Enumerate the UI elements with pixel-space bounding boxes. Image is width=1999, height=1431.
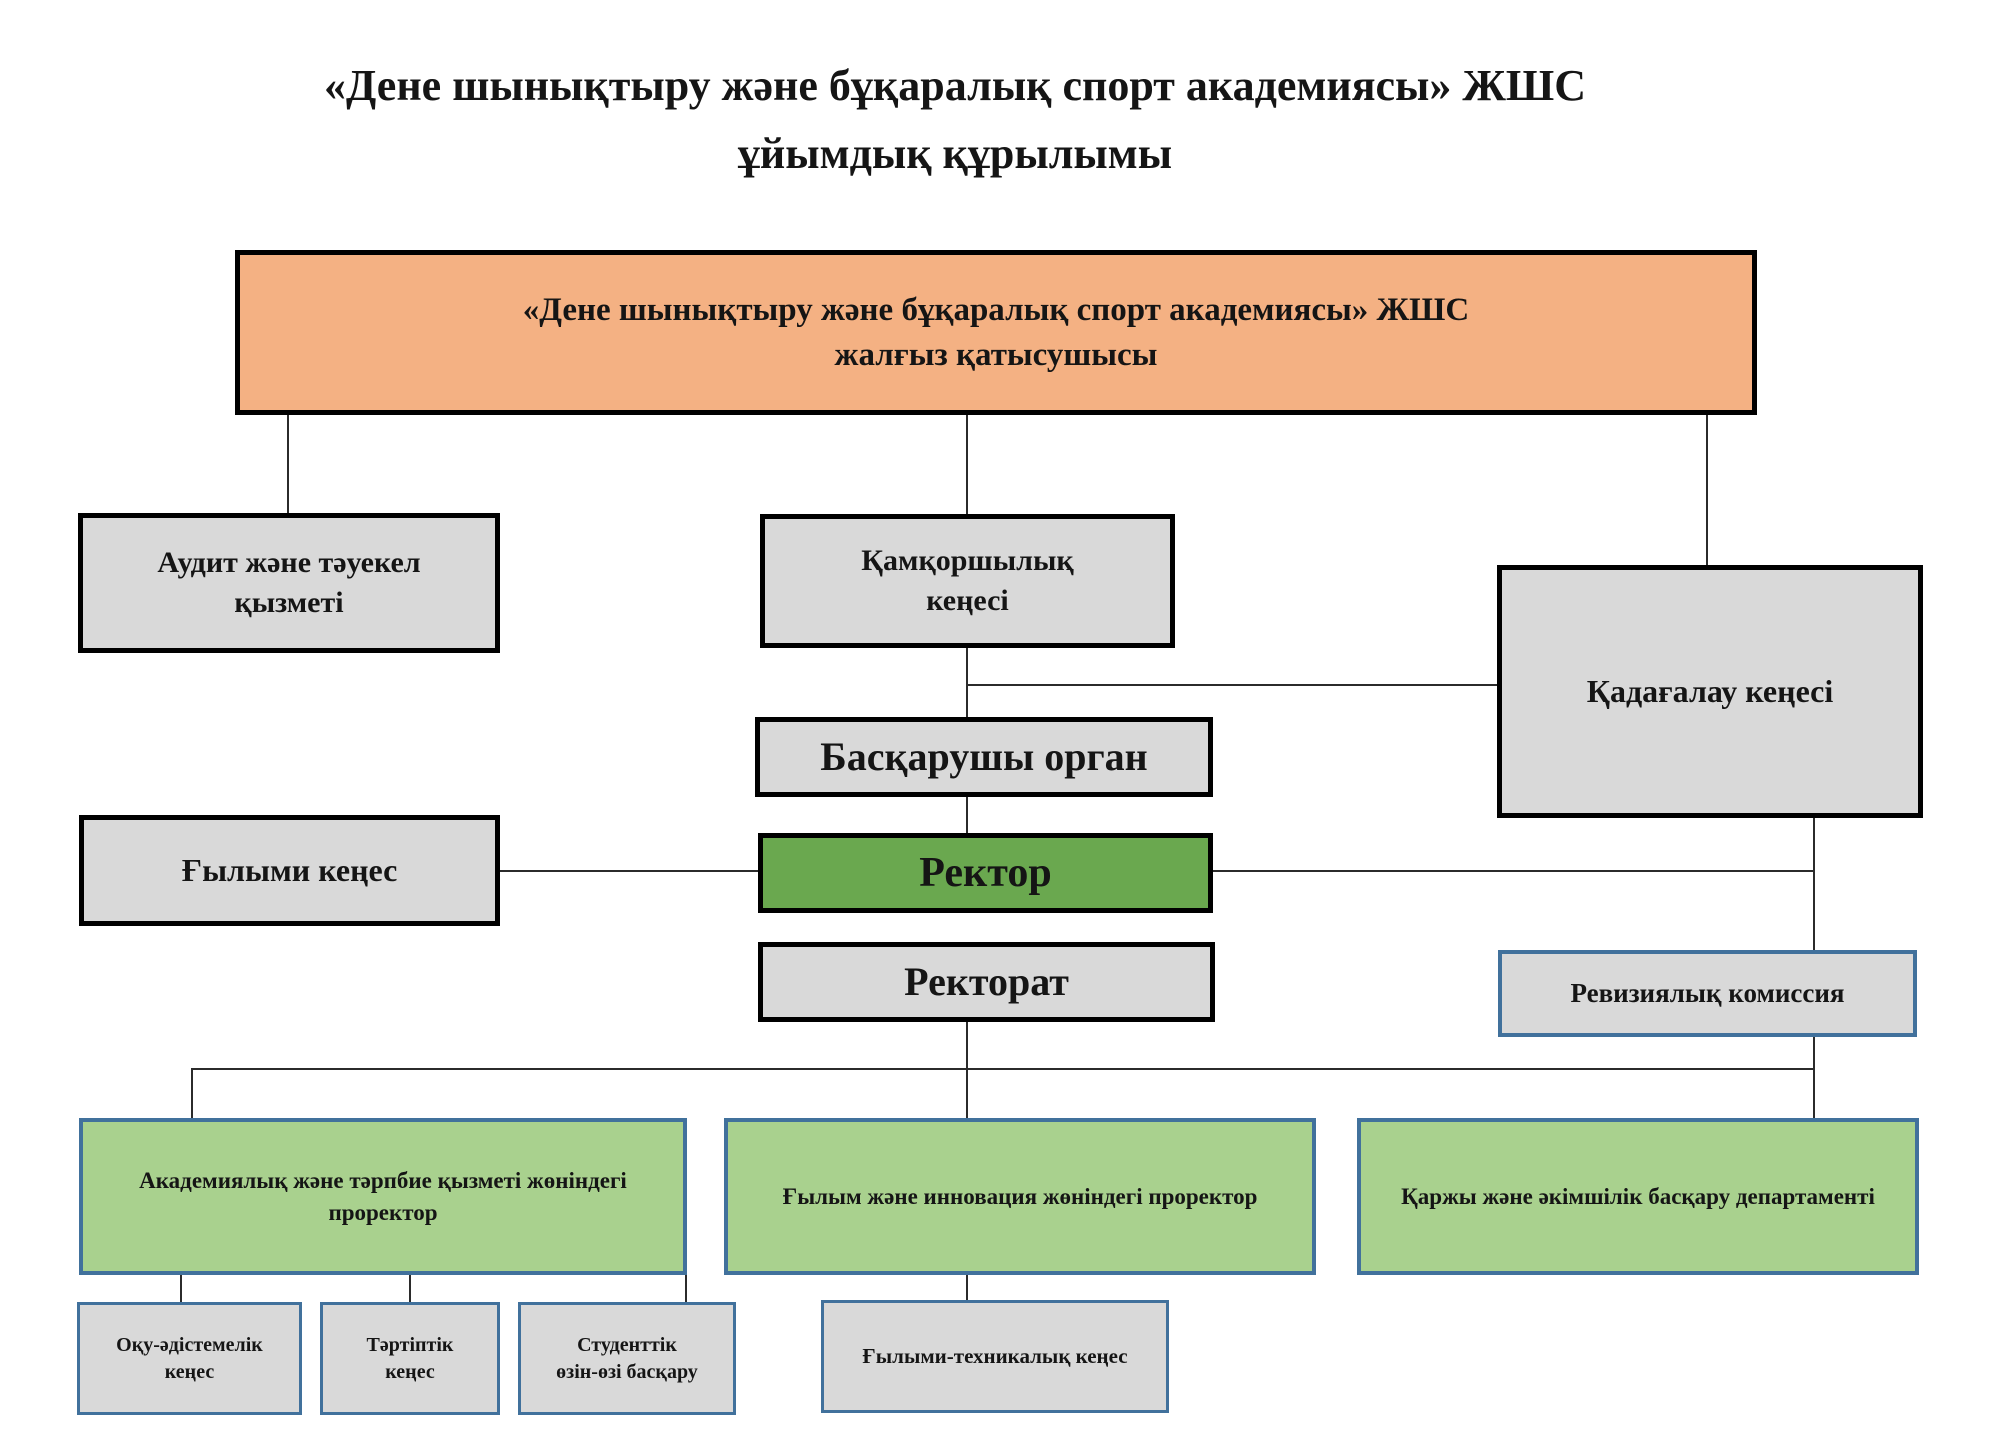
connector-academic-disciplinary: [409, 1275, 411, 1302]
node-sole-participant: [235, 250, 1757, 415]
node-science-council: [79, 815, 500, 926]
node-rector: [758, 833, 1213, 913]
node-vice-rector-academic: [79, 1118, 687, 1275]
node-governing-label: Басқарушы орган: [820, 734, 1148, 779]
node-rectorate-label: Ректорат: [904, 959, 1069, 1004]
node-trustee-council: [760, 514, 1175, 648]
node-finance-department: [1357, 1118, 1919, 1275]
node-rector-label: Ректор: [919, 849, 1052, 896]
connector-rail-academic: [191, 1068, 193, 1118]
connector-root-supervisory: [1706, 415, 1708, 565]
node-supervisory-label: Қадағалау кеңесі: [1586, 672, 1834, 709]
node-edu-method-council: [77, 1302, 302, 1415]
connector-supervisory-revision: [1813, 818, 1815, 950]
node-student-gov-line1: Студенттік: [577, 1333, 677, 1356]
connector-science-rector: [500, 870, 758, 872]
connector-science-scitech: [966, 1275, 968, 1300]
page-title-line1: «Дене шынықтыру және бұқаралық спорт академиясы» ЖШС: [323, 61, 1586, 110]
node-edu-method-line1: Оқу-әдістемелік: [116, 1333, 263, 1356]
connector-academic-edu: [180, 1275, 182, 1302]
connector-root-audit: [287, 415, 289, 513]
node-edu-method-line2: кеңес: [164, 1360, 215, 1383]
node-trustee-line1: Қамқоршылық: [861, 543, 1074, 577]
node-rectorate: [758, 942, 1215, 1022]
node-disciplinary-council: [320, 1302, 500, 1415]
node-revision-label: Ревизиялық комиссия: [1570, 978, 1845, 1009]
node-sci-tech-label: Ғылыми-техникалық кеңес: [862, 1344, 1128, 1369]
page-title: [0, 52, 1910, 188]
node-vice-rector-science: [724, 1118, 1316, 1275]
node-revision-commission: [1498, 950, 1917, 1037]
node-sci-tech-council: [821, 1300, 1169, 1413]
connector-branch-supervisory: [966, 684, 1497, 686]
connector-governing-rector: [966, 797, 968, 833]
node-student-self-gov: [518, 1302, 736, 1415]
node-audit-line1: Аудит және тәуекел: [157, 545, 421, 579]
node-vice-academic-line2: проректор: [328, 1199, 438, 1225]
node-vice-science-label: Ғылым және инновация жөніндегі проректор: [782, 1183, 1258, 1209]
node-science-council-label: Ғылыми кеңес: [181, 851, 398, 888]
page-title-line2: ұйымдық құрылымы: [737, 129, 1173, 179]
node-finance-label: Қаржы және әкімшілік басқару департаменті: [1401, 1183, 1875, 1209]
node-disciplinary-line2: кеңес: [385, 1360, 435, 1383]
connector-trustee-governing: [966, 648, 968, 717]
connector-rectorate-down: [966, 1022, 968, 1118]
node-audit-service: [78, 513, 500, 653]
node-governing-body: [755, 717, 1213, 797]
node-disciplinary-line1: Тәртіптік: [366, 1333, 454, 1356]
connector-academic-student: [685, 1275, 687, 1302]
connector-bottom-rail: [192, 1068, 1815, 1070]
connector-root-trustee: [966, 415, 968, 514]
connector-rector-right: [1213, 870, 1815, 872]
node-supervisory-council: [1497, 565, 1923, 818]
node-audit-line2: қызметі: [234, 586, 344, 619]
node-vice-academic-line1: Академиялық және тәрпбие қызметі жөніндегі: [139, 1168, 627, 1194]
node-trustee-line2: кеңесі: [926, 584, 1009, 617]
node-sole-participant-line1: «Дене шынықтыру және бұқаралық спорт академиясы» ЖШС: [522, 291, 1470, 328]
node-sole-participant-line2: жалғыз қатысушысы: [834, 336, 1158, 373]
connector-revision-finance: [1813, 1037, 1815, 1118]
node-student-gov-line2: өзін-өзі басқару: [556, 1360, 698, 1383]
